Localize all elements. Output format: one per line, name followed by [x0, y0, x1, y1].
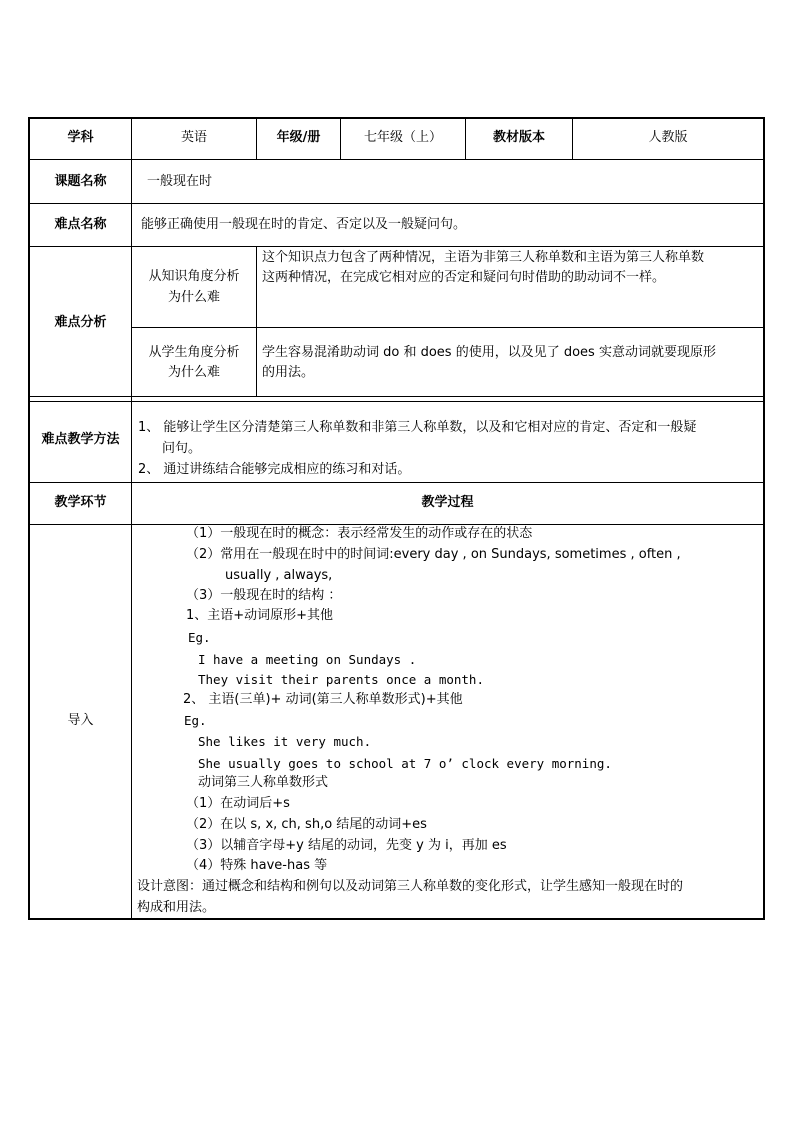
example-sentence: She likes it very much. [198, 734, 372, 749]
edition-label: 教材版本 [492, 130, 545, 145]
method-label: 难点教学方法 [41, 432, 120, 447]
example-sentence: She usually goes to school at 7 o’ clock every morning. [198, 756, 612, 771]
process-line: （3）一般现在时的结构 ： [186, 588, 342, 603]
difficulty-label: 难点名称 [54, 217, 107, 232]
table-border-top [28, 117, 765, 119]
grade-label: 年级/册 [276, 130, 321, 145]
row-divider [28, 482, 765, 483]
process-line: （2）在以 s, x, ch, sh,o 结尾的动词+es [186, 817, 427, 832]
row-divider [28, 203, 765, 204]
edition-value: 人教版 [648, 130, 688, 145]
process-line: 2、 主语(三单)+ 动词(第三人称单数形式)+其他 [183, 692, 463, 707]
column-divider [256, 246, 257, 396]
process-line: usually , always, [225, 568, 333, 583]
grade-value: 七年级（上） [363, 130, 442, 145]
table-border-left [28, 117, 30, 920]
stage-name: 导入 [67, 713, 94, 728]
knowledge-angle-text: 这两种情况，在完成它相对应的否定和疑问句时借助的助动词不一样。 [262, 270, 666, 285]
row-divider [131, 327, 765, 328]
student-angle-text: 的用法。 [262, 365, 315, 380]
lesson-title-label: 课题名称 [54, 174, 107, 189]
method-line: 问句。 [162, 441, 202, 456]
process-line: （3）以辅音字母+y 结尾的动词，先变 y 为 i，再加 es [186, 838, 507, 853]
process-line: （1）在动词后+s [186, 796, 290, 811]
process-header: 教学过程 [421, 495, 474, 510]
design-intent-text: 构成和用法。 [137, 900, 216, 915]
stage-header: 教学环节 [54, 495, 107, 510]
table-border-right [763, 117, 765, 920]
process-line: 动词第三人称单数形式 [198, 775, 329, 790]
student-angle-label: 为什么难 [167, 365, 220, 380]
table-border-bottom [28, 918, 765, 920]
knowledge-angle-text: 这个知识点力包含了两种情况，主语为非第三人称单数和主语为第三人称单数 [262, 250, 705, 265]
knowledge-angle-label: 为什么难 [167, 290, 220, 305]
analysis-label: 难点分析 [54, 315, 107, 330]
process-line: （1）一般现在时的概念：表示经常发生的动作或存在的状态 [186, 526, 533, 541]
lesson-title-value: 一般现在时 [147, 174, 213, 189]
row-divider [28, 396, 765, 397]
process-line: （2）常用在一般现在时中的时间词:every day , on Sundays, sometimes , often , [186, 547, 681, 562]
process-line: （4）特殊 have-has 等 [186, 858, 328, 873]
row-divider [28, 401, 765, 402]
process-line: 1、主语+动词原形+其他 [186, 608, 334, 623]
difficulty-value: 能够正确使用一般现在时的肯定、否定以及一般疑问句。 [141, 217, 467, 232]
example-sentence: They visit their parents once a month. [198, 672, 484, 687]
column-divider [131, 117, 132, 918]
subject-label: 学科 [67, 130, 94, 145]
process-line: Eg. [184, 713, 207, 728]
subject-value: 英语 [180, 130, 207, 145]
process-line: Eg. [188, 630, 211, 645]
row-divider [28, 246, 765, 247]
student-angle-label: 从学生角度分析 [148, 345, 240, 360]
method-line: 2、 通过讲练结合能够完成相应的练习和对话。 [138, 462, 411, 477]
student-angle-text: 学生容易混淆助动词 do 和 does 的使用，以及见了 does 实意动词就要现原形 [262, 345, 716, 360]
method-line: 1、 能够让学生区分清楚第三人称单数和非第三人称单数，以及和它相对应的肯定、否定和一般疑 [138, 420, 697, 435]
knowledge-angle-label: 从知识角度分析 [148, 269, 240, 284]
row-divider [28, 159, 765, 160]
design-intent-text: 设计意图：通过概念和结构和例句以及动词第三人称单数的变化形式，让学生感知一般现在时的 [137, 879, 684, 894]
example-sentence: I have a meeting on Sundays . [198, 652, 417, 667]
